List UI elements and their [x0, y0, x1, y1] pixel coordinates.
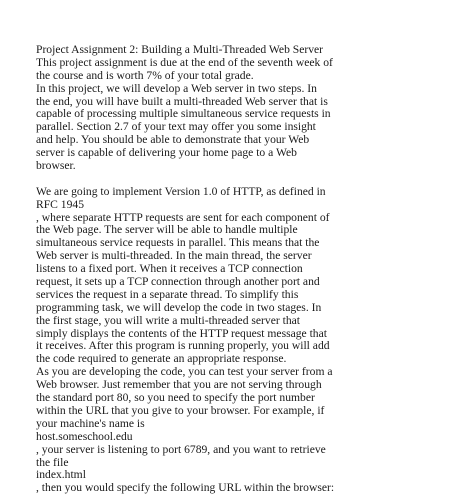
text-line: capable of processing multiple simultaneous service requests in [36, 107, 331, 121]
text-line: the Web page. The server will be able to handle multiple [36, 223, 298, 237]
text-line: and help. You should be able to demonstrate that your Web [36, 133, 310, 147]
text-line: your machine's name is [36, 416, 145, 430]
text-line: As you are developing the code, you can test your server from a [36, 365, 333, 379]
text-line: simply displays the contents of the HTTP request message that [36, 326, 327, 340]
text-line: , your server is listening to port 6789, and you want to retrieve [36, 442, 326, 456]
text-line: Web browser. Just remember that you are not serving through [36, 378, 322, 392]
text-line: request, it sets up a TCP connection through another port and [36, 275, 320, 289]
text-line: This project assignment is due at the end of the seventh week of [36, 55, 333, 69]
text-line: index.html [36, 468, 86, 482]
text-line: the code required to generate an appropriate response. [36, 352, 287, 366]
text-line: services the request in a separate thread. To simplify this [36, 287, 299, 301]
text-line: , where separate HTTP requests are sent for each component of [36, 210, 330, 224]
text-line: browser. [36, 159, 76, 173]
document-body [36, 44, 453, 495]
text-line: RFC 1945 [36, 197, 84, 211]
text-line: server is capable of delivering your home page to a Web [36, 146, 297, 160]
text-line: the file [36, 455, 69, 469]
text-line: simultaneous service requests in parallel. This means that the [36, 236, 320, 250]
text-line: We are going to implement Version 1.0 of HTTP, as defined in [36, 184, 326, 198]
text-line: it receives. After this program is running properly, you will add [36, 339, 330, 353]
text-line: the course and is worth 7% of your total grade. [36, 68, 254, 82]
paragraph-spacer [36, 173, 453, 186]
text-line: programming task, we will develop the code in two stages. In [36, 300, 322, 314]
text-line: In this project, we will develop a Web server in two steps. In [36, 81, 317, 95]
text-line: the standard port 80, so you need to specify the port number [36, 391, 315, 405]
text-line: the end, you will have built a multi-threaded Web server that is [36, 94, 328, 108]
text-line: within the URL that you give to your browser. For example, if [36, 403, 325, 417]
text-line: Web server is multi-threaded. In the main thread, the server [36, 249, 312, 263]
text-line: host.someschool.edu [36, 429, 133, 443]
text-line: , then you would specify the following URL within the browser: [36, 481, 335, 495]
text-line: the first stage, you will write a multi-threaded server that [36, 313, 300, 327]
text-line: parallel. Section 2.7 of your text may offer you some insight [36, 120, 316, 134]
document-title: Project Assignment 2: Building a Multi-Threaded Web Server [36, 43, 324, 56]
text-line: listens to a fixed port. When it receives a TCP connection [36, 262, 303, 276]
